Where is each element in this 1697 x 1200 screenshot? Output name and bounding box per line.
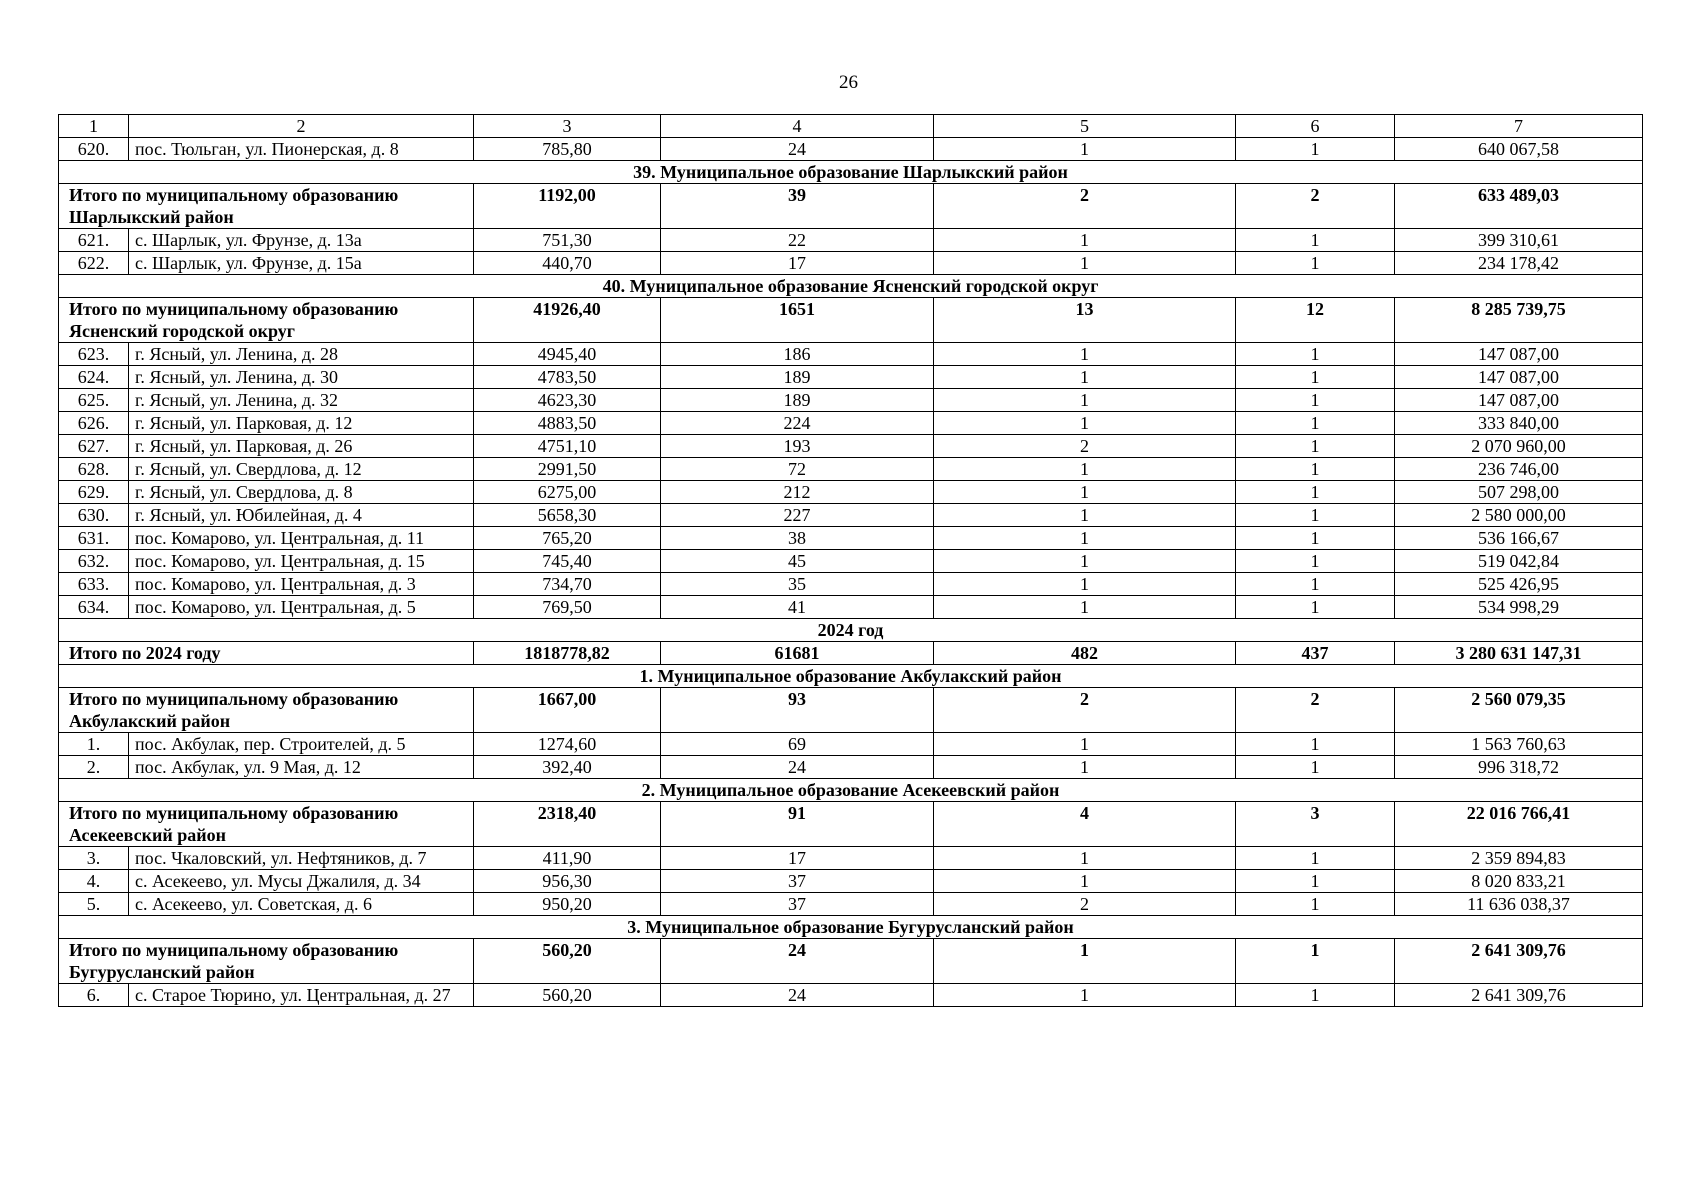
residents-cell: 1651 xyxy=(661,298,934,343)
table-row xyxy=(59,504,1643,527)
column-header: 6 xyxy=(1236,115,1395,138)
total-label: Итого по 2024 году xyxy=(59,642,474,665)
cost-cell: 236 746,00 xyxy=(1395,458,1643,481)
area-cell: 1192,00 xyxy=(474,184,661,229)
table-row xyxy=(59,733,1643,756)
count-cell: 1 xyxy=(1236,229,1395,252)
cost-cell: 633 489,03 xyxy=(1395,184,1643,229)
address-cell: пос. Комарово, ул. Центральная, д. 3 xyxy=(129,573,474,596)
count-cell: 1 xyxy=(934,847,1236,870)
data-table xyxy=(58,114,1643,1007)
total-label: Итого по муниципальному образованию Асекеевский район xyxy=(59,802,474,847)
column-header: 2 xyxy=(129,115,474,138)
total-row xyxy=(59,298,1643,343)
residents-cell: 193 xyxy=(661,435,934,458)
area-cell: 734,70 xyxy=(474,573,661,596)
total-label: Итого по муниципальному образованию Акбулакский район xyxy=(59,688,474,733)
count-cell: 1 xyxy=(934,343,1236,366)
section-title: 1. Муниципальное образование Акбулакский район xyxy=(59,665,1643,688)
section-title: 2. Муниципальное образование Асекеевский район xyxy=(59,779,1643,802)
table-row xyxy=(59,573,1643,596)
residents-cell: 22 xyxy=(661,229,934,252)
count-cell: 437 xyxy=(1236,642,1395,665)
total-label: Итого по муниципальному образованию Бугурусланский район xyxy=(59,939,474,984)
address-cell: г. Ясный, ул. Юбилейная, д. 4 xyxy=(129,504,474,527)
count-cell: 2 xyxy=(934,184,1236,229)
row-number: 634. xyxy=(59,596,129,619)
count-cell: 1 xyxy=(1236,252,1395,275)
area-cell: 5658,30 xyxy=(474,504,661,527)
column-header: 4 xyxy=(661,115,934,138)
count-cell: 2 xyxy=(934,893,1236,916)
row-number: 623. xyxy=(59,343,129,366)
cost-cell: 2 560 079,35 xyxy=(1395,688,1643,733)
count-cell: 2 xyxy=(1236,184,1395,229)
area-cell: 4751,10 xyxy=(474,435,661,458)
residents-cell: 41 xyxy=(661,596,934,619)
row-number: 6. xyxy=(59,984,129,1007)
total-row xyxy=(59,642,1643,665)
area-cell: 785,80 xyxy=(474,138,661,161)
residents-cell: 17 xyxy=(661,252,934,275)
section-header-row xyxy=(59,275,1643,298)
cost-cell: 536 166,67 xyxy=(1395,527,1643,550)
column-header: 5 xyxy=(934,115,1236,138)
residents-cell: 212 xyxy=(661,481,934,504)
row-number: 629. xyxy=(59,481,129,504)
residents-cell: 39 xyxy=(661,184,934,229)
count-cell: 1 xyxy=(1236,596,1395,619)
address-cell: пос. Комарово, ул. Центральная, д. 15 xyxy=(129,550,474,573)
table-row xyxy=(59,343,1643,366)
count-cell: 1 xyxy=(1236,733,1395,756)
section-header-row xyxy=(59,665,1643,688)
cost-cell: 8 285 739,75 xyxy=(1395,298,1643,343)
area-cell: 956,30 xyxy=(474,870,661,893)
residents-cell: 189 xyxy=(661,389,934,412)
count-cell: 1 xyxy=(934,389,1236,412)
count-cell: 1 xyxy=(934,984,1236,1007)
row-number: 624. xyxy=(59,366,129,389)
count-cell: 1 xyxy=(934,458,1236,481)
table-row xyxy=(59,435,1643,458)
residents-cell: 24 xyxy=(661,756,934,779)
cost-cell: 519 042,84 xyxy=(1395,550,1643,573)
area-cell: 4945,40 xyxy=(474,343,661,366)
cost-cell: 2 070 960,00 xyxy=(1395,435,1643,458)
total-label: Итого по муниципальному образованию Шарлыкский район xyxy=(59,184,474,229)
count-cell: 482 xyxy=(934,642,1236,665)
count-cell: 1 xyxy=(1236,389,1395,412)
residents-cell: 224 xyxy=(661,412,934,435)
row-number: 632. xyxy=(59,550,129,573)
section-header-row xyxy=(59,916,1643,939)
table-row xyxy=(59,893,1643,916)
row-number: 3. xyxy=(59,847,129,870)
count-cell: 1 xyxy=(1236,343,1395,366)
section-title: 2024 год xyxy=(59,619,1643,642)
area-cell: 560,20 xyxy=(474,984,661,1007)
residents-cell: 69 xyxy=(661,733,934,756)
count-cell: 1 xyxy=(1236,527,1395,550)
residents-cell: 17 xyxy=(661,847,934,870)
address-cell: пос. Акбулак, ул. 9 Мая, д. 12 xyxy=(129,756,474,779)
area-cell: 560,20 xyxy=(474,939,661,984)
address-cell: г. Ясный, ул. Парковая, д. 12 xyxy=(129,412,474,435)
residents-cell: 189 xyxy=(661,366,934,389)
count-cell: 1 xyxy=(934,756,1236,779)
residents-cell: 61681 xyxy=(661,642,934,665)
count-cell: 2 xyxy=(934,688,1236,733)
total-row xyxy=(59,939,1643,984)
count-cell: 1 xyxy=(1236,412,1395,435)
cost-cell: 2 641 309,76 xyxy=(1395,939,1643,984)
row-number: 625. xyxy=(59,389,129,412)
table-row xyxy=(59,870,1643,893)
cost-cell: 333 840,00 xyxy=(1395,412,1643,435)
cost-cell: 525 426,95 xyxy=(1395,573,1643,596)
cost-cell: 507 298,00 xyxy=(1395,481,1643,504)
column-header: 7 xyxy=(1395,115,1643,138)
count-cell: 1 xyxy=(934,939,1236,984)
cost-cell: 534 998,29 xyxy=(1395,596,1643,619)
count-cell: 1 xyxy=(1236,550,1395,573)
residents-cell: 186 xyxy=(661,343,934,366)
table-row xyxy=(59,138,1643,161)
address-cell: г. Ясный, ул. Свердлова, д. 8 xyxy=(129,481,474,504)
area-cell: 765,20 xyxy=(474,527,661,550)
table-row xyxy=(59,984,1643,1007)
table-row xyxy=(59,481,1643,504)
table-row xyxy=(59,527,1643,550)
area-cell: 1667,00 xyxy=(474,688,661,733)
residents-cell: 38 xyxy=(661,527,934,550)
area-cell: 4783,50 xyxy=(474,366,661,389)
address-cell: пос. Чкаловский, ул. Нефтяников, д. 7 xyxy=(129,847,474,870)
address-cell: пос. Акбулак, пер. Строителей, д. 5 xyxy=(129,733,474,756)
table-row xyxy=(59,366,1643,389)
section-title: 39. Муниципальное образование Шарлыкский район xyxy=(59,161,1643,184)
area-cell: 6275,00 xyxy=(474,481,661,504)
row-number: 633. xyxy=(59,573,129,596)
count-cell: 1 xyxy=(934,412,1236,435)
column-header: 1 xyxy=(59,115,129,138)
count-cell: 1 xyxy=(934,504,1236,527)
area-cell: 2991,50 xyxy=(474,458,661,481)
section-title: 40. Муниципальное образование Ясненский городской округ xyxy=(59,275,1643,298)
address-cell: пос. Комарово, ул. Центральная, д. 11 xyxy=(129,527,474,550)
count-cell: 1 xyxy=(934,733,1236,756)
address-cell: г. Ясный, ул. Свердлова, д. 12 xyxy=(129,458,474,481)
count-cell: 1 xyxy=(934,366,1236,389)
area-cell: 950,20 xyxy=(474,893,661,916)
area-cell: 751,30 xyxy=(474,229,661,252)
count-cell: 1 xyxy=(1236,458,1395,481)
page-number: 26 xyxy=(839,72,858,93)
area-cell: 440,70 xyxy=(474,252,661,275)
cost-cell: 2 641 309,76 xyxy=(1395,984,1643,1007)
cost-cell: 2 359 894,83 xyxy=(1395,847,1643,870)
table-row xyxy=(59,458,1643,481)
count-cell: 1 xyxy=(934,252,1236,275)
residents-cell: 91 xyxy=(661,802,934,847)
residents-cell: 24 xyxy=(661,984,934,1007)
section-header-row xyxy=(59,779,1643,802)
area-cell: 1818778,82 xyxy=(474,642,661,665)
table-row xyxy=(59,596,1643,619)
table-row xyxy=(59,756,1643,779)
table-row xyxy=(59,412,1643,435)
area-cell: 4883,50 xyxy=(474,412,661,435)
cost-cell: 234 178,42 xyxy=(1395,252,1643,275)
address-cell: с. Асекеево, ул. Мусы Джалиля, д. 34 xyxy=(129,870,474,893)
cost-cell: 1 563 760,63 xyxy=(1395,733,1643,756)
count-cell: 3 xyxy=(1236,802,1395,847)
row-number: 630. xyxy=(59,504,129,527)
count-cell: 1 xyxy=(1236,573,1395,596)
count-cell: 12 xyxy=(1236,298,1395,343)
residents-cell: 24 xyxy=(661,939,934,984)
address-cell: г. Ясный, ул. Ленина, д. 28 xyxy=(129,343,474,366)
row-number: 4. xyxy=(59,870,129,893)
count-cell: 1 xyxy=(934,596,1236,619)
residents-cell: 45 xyxy=(661,550,934,573)
count-cell: 13 xyxy=(934,298,1236,343)
total-row xyxy=(59,802,1643,847)
count-cell: 1 xyxy=(934,138,1236,161)
total-row xyxy=(59,688,1643,733)
count-cell: 1 xyxy=(1236,870,1395,893)
count-cell: 1 xyxy=(1236,984,1395,1007)
table-row xyxy=(59,550,1643,573)
cost-cell: 996 318,72 xyxy=(1395,756,1643,779)
address-cell: г. Ясный, ул. Ленина, д. 30 xyxy=(129,366,474,389)
cost-cell: 11 636 038,37 xyxy=(1395,893,1643,916)
residents-cell: 24 xyxy=(661,138,934,161)
address-cell: с. Шарлык, ул. Фрунзе, д. 15а xyxy=(129,252,474,275)
cost-cell: 399 310,61 xyxy=(1395,229,1643,252)
table-row xyxy=(59,847,1643,870)
address-cell: г. Ясный, ул. Парковая, д. 26 xyxy=(129,435,474,458)
count-cell: 1 xyxy=(1236,366,1395,389)
residents-cell: 72 xyxy=(661,458,934,481)
row-number: 626. xyxy=(59,412,129,435)
cost-cell: 2 580 000,00 xyxy=(1395,504,1643,527)
area-cell: 41926,40 xyxy=(474,298,661,343)
row-number: 621. xyxy=(59,229,129,252)
count-cell: 1 xyxy=(1236,504,1395,527)
address-cell: с. Шарлык, ул. Фрунзе, д. 13а xyxy=(129,229,474,252)
section-title: 3. Муниципальное образование Бугурусланский район xyxy=(59,916,1643,939)
count-cell: 2 xyxy=(934,435,1236,458)
row-number: 1. xyxy=(59,733,129,756)
total-label: Итого по муниципальному образованию Ясненский городской округ xyxy=(59,298,474,343)
row-number: 631. xyxy=(59,527,129,550)
residents-cell: 37 xyxy=(661,870,934,893)
residents-cell: 93 xyxy=(661,688,934,733)
section-header-row xyxy=(59,619,1643,642)
row-number: 620. xyxy=(59,138,129,161)
address-cell: пос. Тюльган, ул. Пионерская, д. 8 xyxy=(129,138,474,161)
count-cell: 1 xyxy=(934,481,1236,504)
count-cell: 1 xyxy=(1236,756,1395,779)
table-row xyxy=(59,389,1643,412)
residents-cell: 35 xyxy=(661,573,934,596)
total-row xyxy=(59,184,1643,229)
address-cell: с. Асекеево, ул. Советская, д. 6 xyxy=(129,893,474,916)
count-cell: 1 xyxy=(934,229,1236,252)
cost-cell: 8 020 833,21 xyxy=(1395,870,1643,893)
area-cell: 2318,40 xyxy=(474,802,661,847)
count-cell: 4 xyxy=(934,802,1236,847)
table-body xyxy=(59,138,1643,1007)
count-cell: 1 xyxy=(934,870,1236,893)
count-cell: 2 xyxy=(1236,688,1395,733)
cost-cell: 22 016 766,41 xyxy=(1395,802,1643,847)
table-row xyxy=(59,252,1643,275)
cost-cell: 147 087,00 xyxy=(1395,343,1643,366)
count-cell: 1 xyxy=(1236,939,1395,984)
cost-cell: 3 280 631 147,31 xyxy=(1395,642,1643,665)
count-cell: 1 xyxy=(934,550,1236,573)
count-cell: 1 xyxy=(1236,481,1395,504)
row-number: 627. xyxy=(59,435,129,458)
row-number: 622. xyxy=(59,252,129,275)
count-cell: 1 xyxy=(1236,435,1395,458)
cost-cell: 640 067,58 xyxy=(1395,138,1643,161)
count-cell: 1 xyxy=(1236,893,1395,916)
address-cell: с. Старое Тюрино, ул. Центральная, д. 27 xyxy=(129,984,474,1007)
area-cell: 392,40 xyxy=(474,756,661,779)
table-row xyxy=(59,229,1643,252)
row-number: 5. xyxy=(59,893,129,916)
residents-cell: 227 xyxy=(661,504,934,527)
column-number-row xyxy=(59,115,1643,138)
address-cell: пос. Комарово, ул. Центральная, д. 5 xyxy=(129,596,474,619)
area-cell: 411,90 xyxy=(474,847,661,870)
row-number: 2. xyxy=(59,756,129,779)
count-cell: 1 xyxy=(934,527,1236,550)
area-cell: 745,40 xyxy=(474,550,661,573)
cost-cell: 147 087,00 xyxy=(1395,366,1643,389)
count-cell: 1 xyxy=(1236,847,1395,870)
count-cell: 1 xyxy=(934,573,1236,596)
area-cell: 1274,60 xyxy=(474,733,661,756)
address-cell: г. Ясный, ул. Ленина, д. 32 xyxy=(129,389,474,412)
row-number: 628. xyxy=(59,458,129,481)
residents-cell: 37 xyxy=(661,893,934,916)
column-header: 3 xyxy=(474,115,661,138)
section-header-row xyxy=(59,161,1643,184)
area-cell: 4623,30 xyxy=(474,389,661,412)
cost-cell: 147 087,00 xyxy=(1395,389,1643,412)
count-cell: 1 xyxy=(1236,138,1395,161)
area-cell: 769,50 xyxy=(474,596,661,619)
